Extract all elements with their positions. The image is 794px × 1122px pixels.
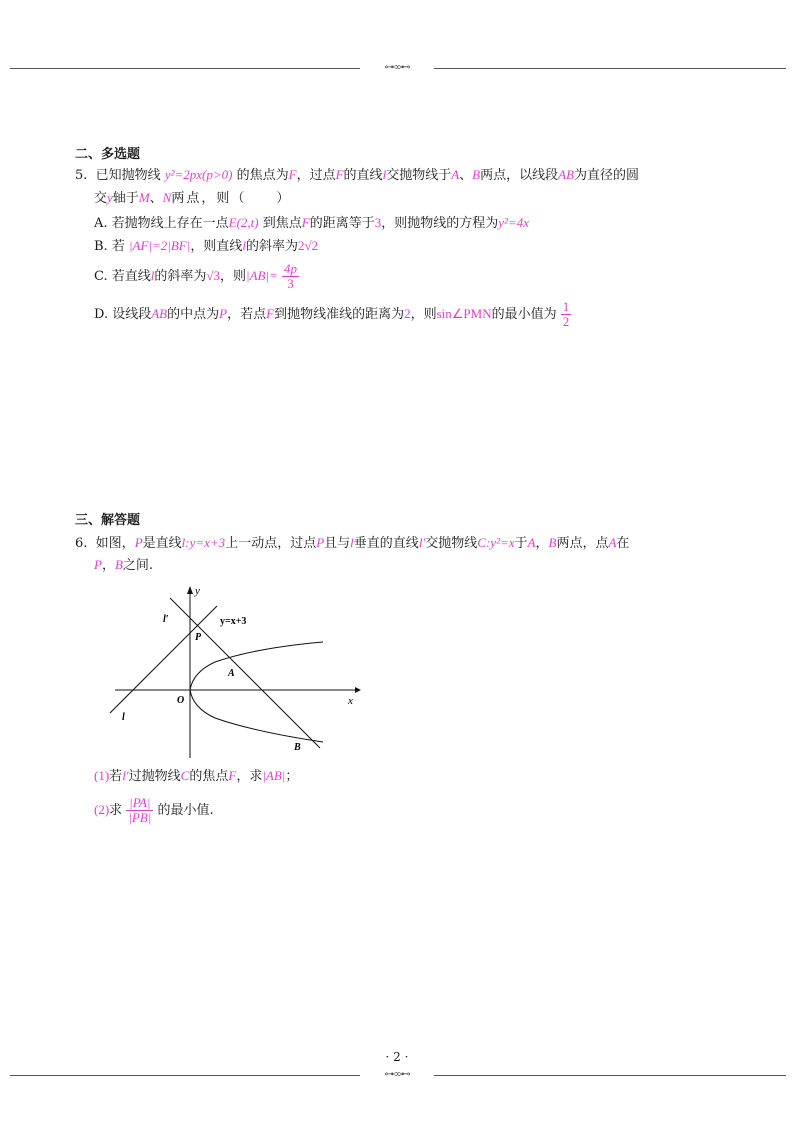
page-number: · 2 ·	[385, 1050, 409, 1064]
option-c: C. 若直线l的斜率为√3，则|AB|= $\frac{4p}{3}$	[94, 261, 297, 291]
y-axis-arrow	[187, 586, 193, 594]
question-6-line-1: 6. 如图，P是直线l:y=x+3上一动点，过点P且与l垂直的直线l′交抛物线C:y²=x于A，B两点，点A在	[75, 535, 630, 551]
point-p-label: P	[195, 632, 202, 643]
question-6-line-2: P，B之间.	[94, 557, 154, 573]
question-5-line-1: 5. 已知抛物线 y²=2px(p>0) 的焦点为F，过点F的直线l交抛物线于A、B两点，以线段AB为直径的圆	[75, 167, 640, 183]
origin-label: O	[177, 695, 185, 706]
option-d: D. 设线段AB的中点为P，若点F到抛物线准线的距离为2，则sin∠PMN的最小值为 $\frac{1}{2}$	[94, 299, 570, 329]
bottom-ornament: ⊶∞⊷	[360, 1069, 434, 1081]
l-label: l	[122, 712, 125, 723]
subquestion-1: (1)若l′过抛物线C的焦点F，求|AB|；	[94, 768, 299, 784]
point-a-label: A	[228, 668, 235, 679]
option-c-fraction: $\frac{4p}{3}$	[284, 261, 297, 291]
subquestion-2: (2)求 $\frac{|PA|}{|PB|}$ 的最小值.	[94, 795, 214, 825]
x-axis-arrow	[355, 687, 361, 693]
option-a: A. 若抛物线上存在一点E(2,t) 到焦点F的距离等于3，则抛物线的方程为y²=4x	[94, 215, 529, 231]
section-title-multiple-choice: 二、多选题	[75, 147, 141, 162]
y-axis-label: y	[195, 585, 200, 597]
parabola-curve	[190, 642, 323, 742]
ratio-fraction: $\frac{|PA|}{|PB|}$	[128, 795, 152, 825]
x-axis-label: x	[348, 695, 353, 707]
point-b-label: B	[294, 742, 301, 753]
option-b: B. 若 |AF|=2|BF|，则直线l的斜率为2√2	[94, 238, 319, 254]
top-ornament: ⊶∞⊷	[360, 62, 434, 74]
parabola-figure	[105, 580, 365, 760]
section-title-solutions: 三、解答题	[75, 513, 141, 528]
option-d-fraction: $\frac{1}{2}$	[562, 299, 570, 329]
l-prime-label: l′	[163, 614, 169, 625]
line-equation-label: y=x+3	[220, 616, 247, 627]
question-5-line-2: 交y轴于M、N两点，则（ ）	[94, 190, 292, 206]
